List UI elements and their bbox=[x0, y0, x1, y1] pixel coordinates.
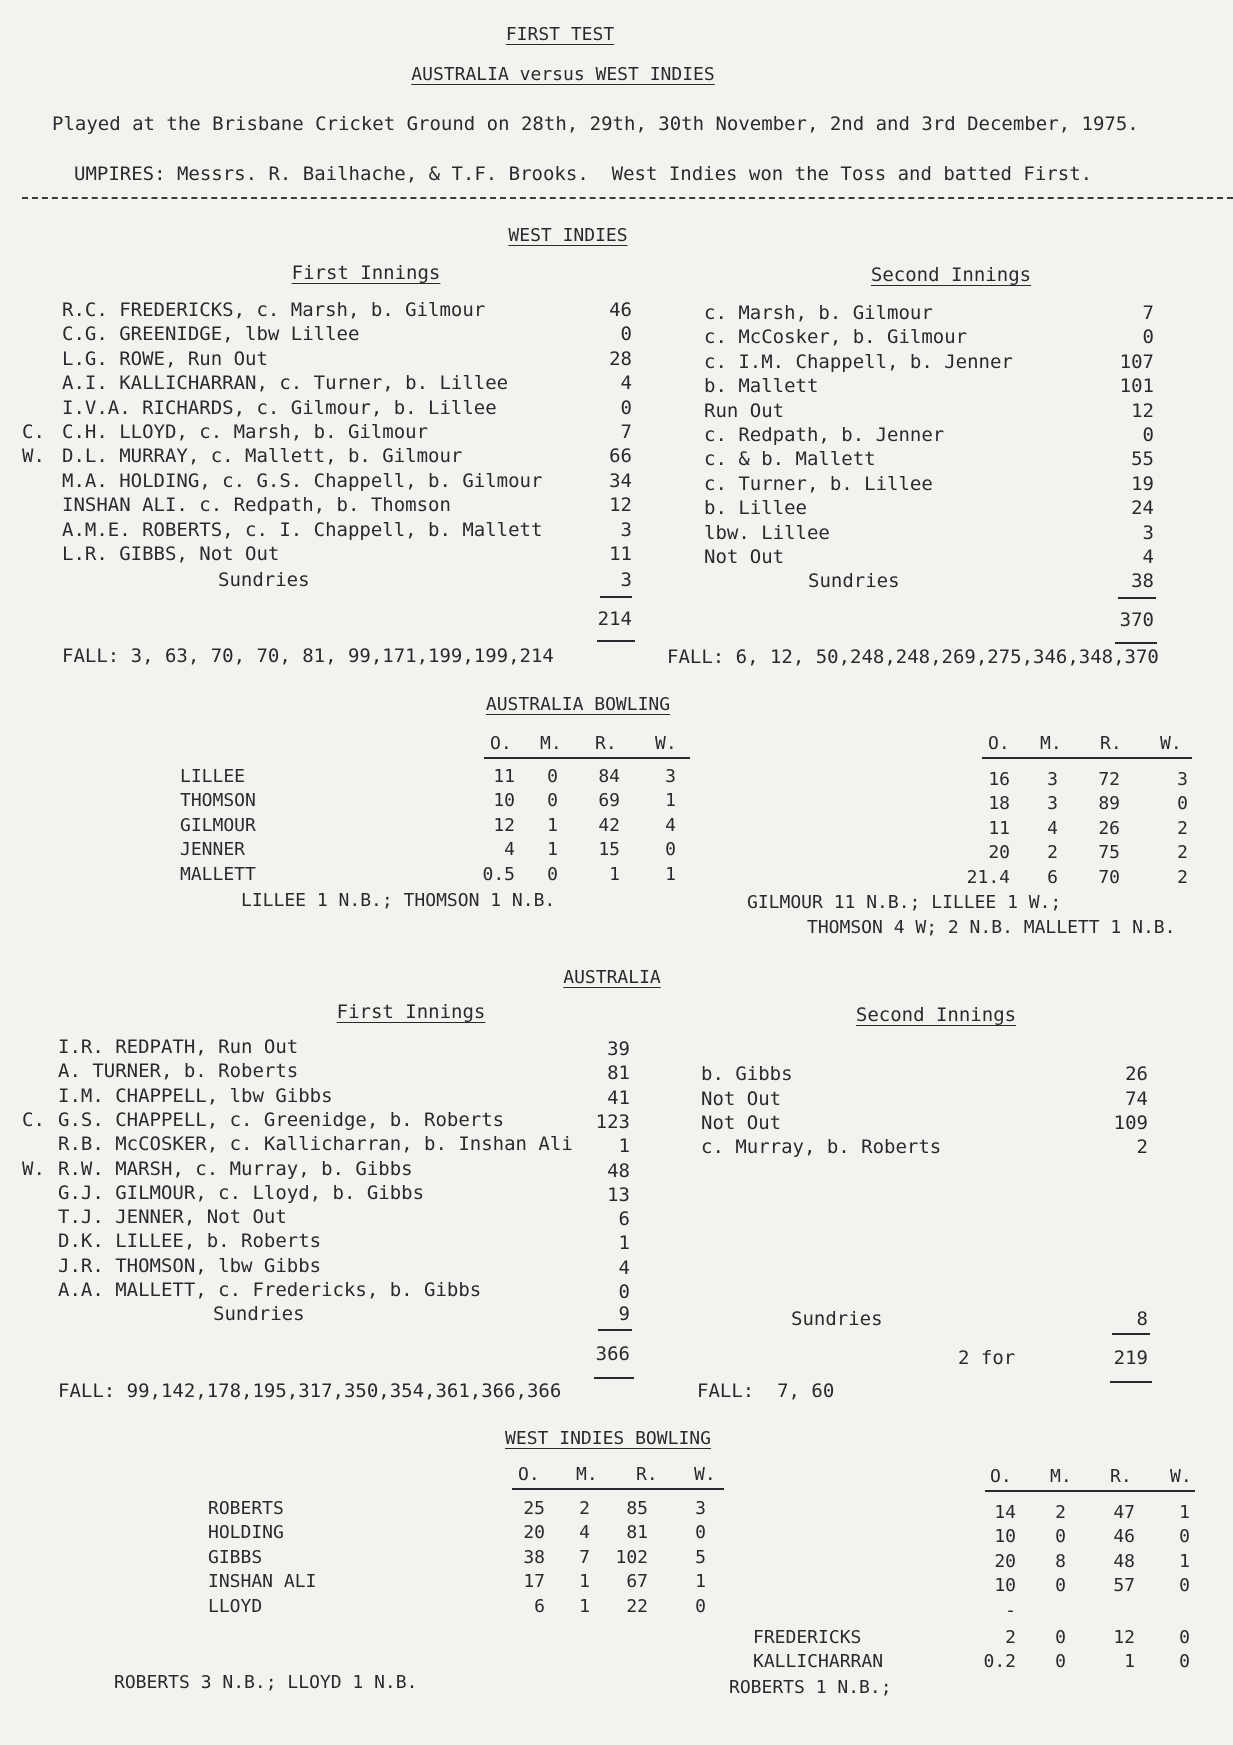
wickets-first: 0 bbox=[695, 1595, 706, 1617]
overs-first: 17 bbox=[523, 1571, 545, 1593]
maidens-first: 4 bbox=[579, 1522, 590, 1544]
aus-total-line-1 bbox=[594, 1377, 634, 1379]
batter-dismissal: R.W. MARSH, c. Murray, b. Gibbs bbox=[58, 1157, 413, 1180]
batter-dismissal-second: c. I.M. Chappell, b. Jenner bbox=[704, 350, 1013, 373]
batter-runs-second: 19 bbox=[1131, 472, 1154, 495]
venue-line: Played at the Brisbane Cricket Ground on 28th, 29th, 30th November, 2nd and 3rd December, 1975. bbox=[52, 113, 1139, 135]
wi-bowling-note-2: ROBERTS 1 N.B.; bbox=[729, 1677, 892, 1698]
wickets-second: 1 bbox=[1179, 1502, 1190, 1523]
batter-runs-first: 48 bbox=[607, 1159, 630, 1182]
wickets-first: 1 bbox=[695, 1571, 706, 1593]
overs-second: 20 bbox=[994, 1550, 1016, 1572]
maidens-first: 2 bbox=[579, 1498, 590, 1519]
batter-runs-first: 39 bbox=[607, 1038, 630, 1060]
maidens-first: 1 bbox=[547, 814, 558, 836]
runs-first: 1 bbox=[609, 863, 620, 885]
aus-bowling-note-2a: GILMOUR 11 N.B.; LILLEE 1 W.; bbox=[747, 892, 1062, 913]
wi-bowling-note-1: ROBERTS 3 N.B.; LLOYD 1 N.B. bbox=[114, 1672, 418, 1693]
batter-runs-first: 4 bbox=[618, 1256, 630, 1279]
col-header: R. bbox=[595, 733, 617, 754]
batter-dismissal: A.I. KALLICHARRAN, c. Turner, b. Lillee bbox=[62, 372, 509, 395]
overs-second: 2 bbox=[1005, 1627, 1016, 1648]
batter-runs-second: 12 bbox=[1131, 399, 1154, 422]
overs-second: 18 bbox=[988, 793, 1010, 815]
runs-first: 15 bbox=[598, 839, 620, 861]
col-header: O. bbox=[990, 1466, 1012, 1487]
bowler-name: INSHAN ALI bbox=[208, 1571, 317, 1593]
runs-first: 102 bbox=[615, 1546, 648, 1568]
batter-dismissal: D.K. LILLEE, b. Roberts bbox=[58, 1230, 322, 1253]
wi-total-1: 214 bbox=[597, 608, 632, 630]
batter-runs-first: 12 bbox=[609, 494, 632, 517]
wickets-second: 0 bbox=[1179, 1651, 1190, 1673]
batter-runs-first: 0 bbox=[620, 396, 632, 419]
runs-second: 89 bbox=[1098, 793, 1120, 815]
runs-second: 70 bbox=[1098, 866, 1120, 888]
batter-runs-first: 28 bbox=[609, 347, 632, 370]
wickets-first: 1 bbox=[665, 863, 676, 885]
batter-dismissal: L.G. ROWE, Run Out bbox=[62, 347, 268, 370]
overs-second: 14 bbox=[994, 1502, 1016, 1523]
overs-first: 4 bbox=[504, 839, 515, 861]
col-header: R. bbox=[1110, 1466, 1132, 1487]
maidens-second: 0 bbox=[1055, 1651, 1066, 1673]
batter-dismissal-second: b. Lillee bbox=[704, 497, 807, 520]
overs-second: 16 bbox=[988, 769, 1010, 790]
col-header: R. bbox=[1100, 733, 1122, 754]
runs-second: 47 bbox=[1113, 1502, 1135, 1523]
wickets-second: 2 bbox=[1177, 842, 1188, 864]
wi-total-line-1 bbox=[597, 640, 635, 642]
col-header: M. bbox=[540, 733, 562, 754]
batter-runs-second: 2 bbox=[1136, 1136, 1148, 1159]
runs-first: 67 bbox=[626, 1571, 648, 1593]
runs-second: 46 bbox=[1113, 1526, 1135, 1548]
batter-dismissal: R.B. McCOSKER, c. Kallicharran, b. Inshan Ali bbox=[58, 1133, 573, 1156]
wickets-second: 0 bbox=[1179, 1627, 1190, 1648]
aus-fall-1: FALL: 99,142,178,195,317,350,354,361,366,366 bbox=[58, 1380, 562, 1402]
batter-dismissal-second: b. Gibbs bbox=[701, 1063, 793, 1086]
batter-dismissal-second: Not Out bbox=[701, 1087, 782, 1110]
batter-dismissal: T.J. JENNER, Not Out bbox=[58, 1206, 287, 1229]
batter-runs-first: 0 bbox=[620, 323, 632, 346]
aus-bowl-rule-2 bbox=[982, 757, 1192, 759]
wi-sum-line-1 bbox=[600, 596, 632, 598]
col-header: W. bbox=[1170, 1466, 1192, 1487]
batter-dismissal: D.L. MURRAY, c. Mallett, b. Gilmour bbox=[62, 445, 463, 468]
batter-dismissal-second: c. Marsh, b. Gilmour bbox=[704, 302, 933, 324]
batter-dismissal: A.A. MALLETT, c. Fredericks, b. Gibbs bbox=[58, 1279, 482, 1301]
maidens-first: 7 bbox=[579, 1546, 590, 1568]
wickets-first: 0 bbox=[665, 839, 676, 861]
wickets-first: 1 bbox=[665, 790, 676, 812]
batter-runs-first: 3 bbox=[620, 518, 632, 541]
batter-dismissal: A. TURNER, b. Roberts bbox=[58, 1060, 299, 1083]
overs-second: 10 bbox=[994, 1575, 1016, 1597]
batter-runs-second: 55 bbox=[1131, 448, 1154, 471]
col-header: M. bbox=[1050, 1466, 1072, 1487]
aus-first-innings-label: First Innings bbox=[336, 1001, 486, 1023]
batter-dismissal-second: c. & b. Mallett bbox=[704, 448, 876, 471]
bowler-name: GIBBS bbox=[208, 1546, 263, 1568]
batter-runs-first: 123 bbox=[595, 1110, 630, 1133]
bowler-name: GILMOUR bbox=[180, 814, 256, 836]
overs-first: 25 bbox=[523, 1498, 545, 1519]
batter-runs-first: 13 bbox=[607, 1183, 630, 1206]
bowler-name: KALLICHARRAN bbox=[753, 1651, 884, 1673]
runs-first: 84 bbox=[598, 766, 620, 787]
batter-role-mark: W. bbox=[22, 1157, 45, 1180]
batter-runs-first: 41 bbox=[607, 1086, 630, 1109]
aus-total-2: 219 bbox=[1113, 1347, 1148, 1369]
aus-sum-line-2 bbox=[1112, 1333, 1150, 1335]
bowler-name: MALLETT bbox=[180, 863, 256, 885]
australia-heading: AUSTRALIA bbox=[563, 967, 661, 988]
batter-runs-first: 46 bbox=[609, 299, 632, 321]
aus-wickets-2: 2 for bbox=[958, 1347, 1016, 1369]
col-header: O. bbox=[518, 1464, 540, 1485]
runs-first: 85 bbox=[626, 1498, 648, 1519]
aus-sundries-1: 9 bbox=[618, 1303, 630, 1325]
bowler-name: JENNER bbox=[180, 839, 246, 861]
wi-sum-line-2 bbox=[1118, 597, 1156, 599]
batter-runs-second: 3 bbox=[1142, 521, 1154, 544]
col-header: O. bbox=[988, 733, 1010, 754]
batter-runs-first: 34 bbox=[609, 469, 632, 492]
wi-sundries-1: 3 bbox=[620, 569, 632, 591]
wickets-second: 1 bbox=[1179, 1550, 1190, 1572]
overs-first: 12 bbox=[493, 814, 515, 836]
wi-total-2: 370 bbox=[1119, 609, 1154, 631]
wickets-first: 5 bbox=[695, 1546, 706, 1568]
col-header: R. bbox=[636, 1464, 658, 1485]
batter-runs-second: 4 bbox=[1142, 546, 1154, 568]
aus-bowling-note-2b: THOMSON 4 W; 2 N.B. MALLETT 1 N.B. bbox=[807, 917, 1176, 938]
bowler-name: THOMSON bbox=[180, 790, 256, 812]
aus-bowl-rule-1 bbox=[484, 757, 690, 759]
runs-second: 12 bbox=[1113, 1627, 1135, 1648]
batter-dismissal: INSHAN ALI. c. Redpath, b. Thomson bbox=[62, 494, 451, 517]
overs-first: 0.5 bbox=[482, 863, 515, 885]
runs-second: 75 bbox=[1098, 842, 1120, 864]
col-header: M. bbox=[1040, 733, 1062, 754]
runs-second: 72 bbox=[1098, 769, 1120, 790]
batter-runs-second: 0 bbox=[1142, 326, 1154, 349]
batter-runs-first: 0 bbox=[618, 1281, 630, 1303]
batter-dismissal-second: Not Out bbox=[701, 1111, 782, 1134]
runs-first: 69 bbox=[598, 790, 620, 812]
batter-dismissal: G.S. CHAPPELL, c. Greenidge, b. Roberts bbox=[58, 1108, 505, 1131]
wi-total-line-2 bbox=[1115, 642, 1157, 644]
aus-fall-2: FALL: 7, 60 bbox=[697, 1380, 835, 1402]
wi-bowl-rule-1 bbox=[512, 1488, 724, 1490]
batter-runs-second: 74 bbox=[1125, 1087, 1148, 1110]
batter-dismissal: A.M.E. ROBERTS, c. I. Chappell, b. Mallett bbox=[62, 518, 543, 541]
col-header: W. bbox=[694, 1464, 716, 1485]
col-header: W. bbox=[1160, 733, 1182, 754]
wi-bowl-rule-2 bbox=[985, 1490, 1195, 1492]
batter-dismissal: M.A. HOLDING, c. G.S. Chappell, b. Gilmour bbox=[62, 469, 543, 492]
maidens-first: 0 bbox=[547, 766, 558, 787]
maidens-second: 0 bbox=[1055, 1627, 1066, 1648]
header-divider bbox=[22, 197, 1233, 199]
aus-sum-line-1 bbox=[598, 1329, 632, 1331]
maidens-second: 0 bbox=[1055, 1575, 1066, 1597]
batter-runs-second: 107 bbox=[1119, 350, 1154, 373]
maidens-second: 0 bbox=[1055, 1526, 1066, 1548]
batter-dismissal-second: Run Out bbox=[704, 399, 785, 422]
wickets-second: 2 bbox=[1177, 866, 1188, 888]
wickets-first: 3 bbox=[695, 1498, 706, 1519]
runs-first: 22 bbox=[626, 1595, 648, 1617]
aus-total-1: 366 bbox=[595, 1343, 630, 1365]
wi-second-innings-label: Second Innings bbox=[870, 264, 1032, 286]
match-subtitle: AUSTRALIA versus WEST INDIES bbox=[411, 64, 715, 85]
aus-bowling-note-1: LILLEE 1 N.B.; THOMSON 1 N.B. bbox=[241, 890, 556, 911]
page-title: FIRST TEST bbox=[505, 24, 615, 45]
wi-sundries-label-2: Sundries bbox=[808, 570, 900, 592]
batter-runs-second: 26 bbox=[1125, 1063, 1148, 1086]
overs-second: 0.2 bbox=[983, 1651, 1016, 1673]
batter-dismissal-second: c. Murray, b. Roberts bbox=[701, 1136, 942, 1159]
runs-first: 81 bbox=[626, 1522, 648, 1544]
batter-runs-first: 4 bbox=[620, 372, 632, 395]
batter-runs-first: 1 bbox=[618, 1232, 630, 1255]
bowler-name: HOLDING bbox=[208, 1522, 284, 1544]
batter-runs-first: 66 bbox=[609, 445, 632, 468]
overs-second: 20 bbox=[988, 842, 1010, 864]
wickets-first: 4 bbox=[665, 814, 676, 836]
wickets-second: 2 bbox=[1177, 817, 1188, 839]
overs-first: 38 bbox=[523, 1546, 545, 1568]
aus-total-line-2 bbox=[1110, 1381, 1152, 1383]
batter-dismissal: I.V.A. RICHARDS, c. Gilmour, b. Lillee bbox=[62, 396, 497, 419]
wickets-first: 0 bbox=[695, 1522, 706, 1544]
overs-second: 11 bbox=[988, 817, 1010, 839]
batter-dismissal-second: b. Mallett bbox=[704, 375, 819, 398]
aus-sundries-label-1: Sundries bbox=[213, 1303, 305, 1325]
wi-fall-1: FALL: 3, 63, 70, 70, 81, 99,171,199,199,214 bbox=[62, 645, 554, 667]
aus-second-innings-label: Second Innings bbox=[855, 1004, 1017, 1026]
wi-first-innings-label: First Innings bbox=[291, 262, 441, 284]
overs-second: - bbox=[1005, 1599, 1016, 1621]
batter-dismissal: L.R. GIBBS, Not Out bbox=[62, 543, 280, 565]
batter-role-mark: C. bbox=[22, 421, 45, 443]
west-indies-heading: WEST INDIES bbox=[508, 225, 628, 246]
bowler-name: LLOYD bbox=[208, 1595, 263, 1617]
batter-runs-second: 0 bbox=[1142, 424, 1154, 446]
col-header: O. bbox=[490, 733, 512, 754]
batter-dismissal: C.H. LLOYD, c. Marsh, b. Gilmour bbox=[62, 421, 429, 443]
batter-dismissal-second: lbw. Lillee bbox=[704, 521, 830, 544]
batter-role-mark: C. bbox=[22, 1108, 45, 1131]
maidens-second: 2 bbox=[1055, 1502, 1066, 1523]
aus-sundries-label-2: Sundries bbox=[791, 1308, 883, 1330]
wickets-first: 3 bbox=[665, 766, 676, 787]
maidens-second: 4 bbox=[1047, 817, 1058, 839]
batter-runs-second: 109 bbox=[1113, 1111, 1148, 1134]
batter-dismissal: J.R. THOMSON, lbw Gibbs bbox=[58, 1254, 322, 1277]
batter-dismissal-second: Not Out bbox=[704, 546, 785, 568]
batter-dismissal-second: c. McCosker, b. Gilmour bbox=[704, 326, 968, 349]
runs-second: 57 bbox=[1113, 1575, 1135, 1597]
maidens-second: 2 bbox=[1047, 842, 1058, 864]
maidens-second: 3 bbox=[1047, 769, 1058, 790]
batter-runs-second: 24 bbox=[1131, 497, 1154, 520]
runs-second: 48 bbox=[1113, 1550, 1135, 1572]
batter-dismissal-second: c. Turner, b. Lillee bbox=[704, 472, 933, 495]
wi-bowling-heading: WEST INDIES BOWLING bbox=[505, 1428, 711, 1449]
aus-sundries-2: 8 bbox=[1136, 1308, 1148, 1330]
runs-first: 42 bbox=[598, 814, 620, 836]
maidens-second: 8 bbox=[1055, 1550, 1066, 1572]
maidens-first: 1 bbox=[547, 839, 558, 861]
maidens-first: 1 bbox=[579, 1595, 590, 1617]
overs-second: 10 bbox=[994, 1526, 1016, 1548]
maidens-second: 3 bbox=[1047, 793, 1058, 815]
wickets-second: 0 bbox=[1179, 1526, 1190, 1548]
batter-role-mark: W. bbox=[22, 445, 45, 468]
umpires-line: UMPIRES: Messrs. R. Bailhache, & T.F. Brooks. West Indies won the Toss and batted First. bbox=[74, 163, 1093, 185]
wickets-second: 0 bbox=[1177, 793, 1188, 815]
batter-dismissal: I.R. REDPATH, Run Out bbox=[58, 1036, 299, 1058]
col-header: M. bbox=[576, 1464, 598, 1485]
maidens-second: 6 bbox=[1047, 866, 1058, 888]
bowler-name: FREDERICKS bbox=[753, 1627, 862, 1648]
bowler-name: ROBERTS bbox=[208, 1498, 284, 1519]
wickets-second: 0 bbox=[1179, 1575, 1190, 1597]
overs-first: 6 bbox=[534, 1595, 545, 1617]
maidens-first: 0 bbox=[547, 863, 558, 885]
batter-dismissal: C.G. GREENIDGE, lbw Lillee bbox=[62, 323, 360, 346]
overs-first: 11 bbox=[493, 766, 515, 787]
batter-runs-second: 101 bbox=[1119, 375, 1154, 398]
bowler-name: LILLEE bbox=[180, 766, 246, 787]
maidens-first: 1 bbox=[579, 1571, 590, 1593]
batter-dismissal: G.J. GILMOUR, c. Lloyd, b. Gibbs bbox=[58, 1181, 425, 1204]
batter-runs-first: 1 bbox=[618, 1135, 630, 1158]
batter-runs-first: 7 bbox=[620, 421, 632, 443]
aus-bowling-heading: AUSTRALIA BOWLING bbox=[485, 694, 671, 715]
batter-dismissal: R.C. FREDERICKS, c. Marsh, b. Gilmour bbox=[62, 299, 486, 321]
runs-second: 26 bbox=[1098, 817, 1120, 839]
overs-first: 20 bbox=[523, 1522, 545, 1544]
batter-dismissal: I.M. CHAPPELL, lbw Gibbs bbox=[58, 1084, 333, 1107]
wi-fall-2: FALL: 6, 12, 50,248,248,269,275,346,348,370 bbox=[667, 646, 1159, 668]
overs-first: 10 bbox=[493, 790, 515, 812]
overs-second: 21.4 bbox=[966, 866, 1010, 888]
batter-dismissal-second: c. Redpath, b. Jenner bbox=[704, 424, 945, 446]
wickets-second: 3 bbox=[1177, 769, 1188, 790]
batter-runs-first: 81 bbox=[607, 1062, 630, 1085]
col-header: W. bbox=[655, 733, 677, 754]
batter-runs-first: 6 bbox=[618, 1208, 630, 1231]
batter-runs-second: 7 bbox=[1142, 302, 1154, 324]
wi-sundries-2: 38 bbox=[1131, 570, 1154, 592]
maidens-first: 0 bbox=[547, 790, 558, 812]
runs-second: 1 bbox=[1124, 1651, 1135, 1673]
wi-sundries-label-1: Sundries bbox=[218, 569, 310, 591]
batter-runs-first: 11 bbox=[609, 543, 632, 565]
